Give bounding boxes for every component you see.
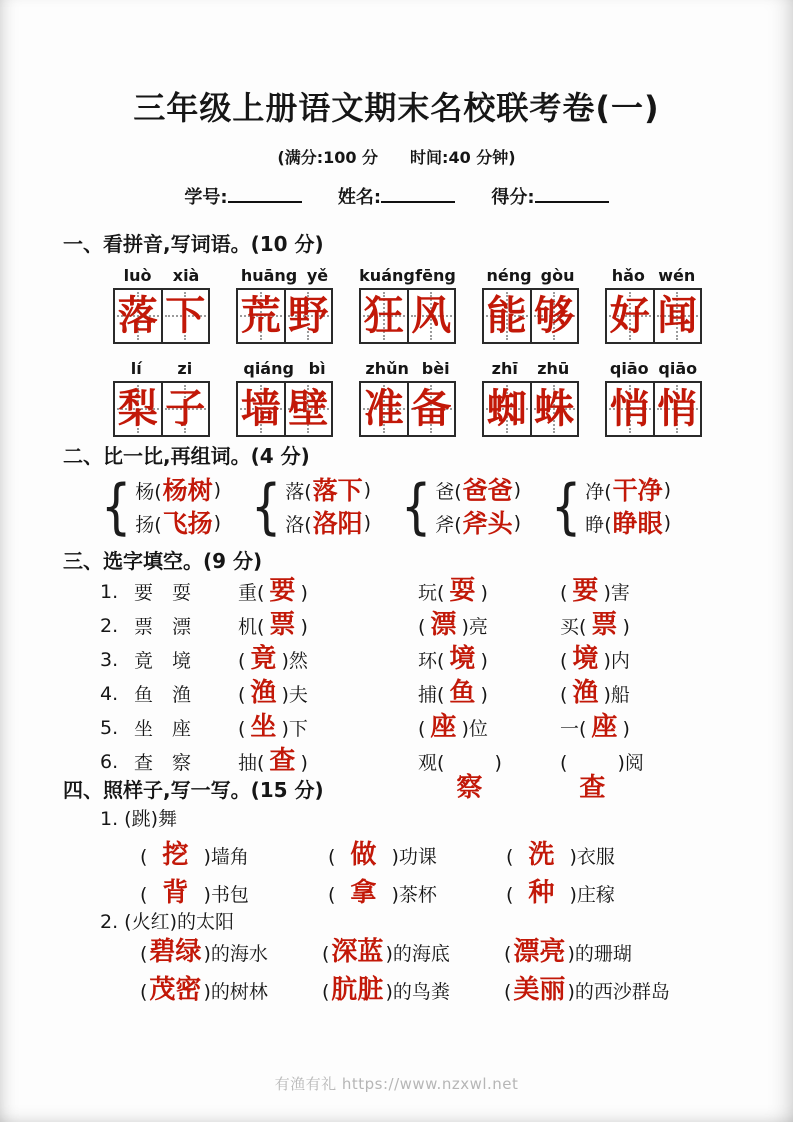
tianzige-grid xyxy=(359,381,456,437)
close-paren: ) xyxy=(513,479,522,502)
answer-character: 闻 xyxy=(657,292,698,339)
tianzige-cell xyxy=(115,290,161,342)
answer-text: 竟 xyxy=(250,644,277,675)
tianzige-grid xyxy=(236,381,333,437)
pinyin-label xyxy=(359,263,456,285)
close-paren: ) xyxy=(663,512,672,535)
cell-text: ) xyxy=(494,752,502,775)
answer-text: 座 xyxy=(430,712,457,743)
score-blank xyxy=(535,195,609,203)
answer-text: 深蓝 xyxy=(331,937,384,968)
answer-character: 准 xyxy=(363,385,404,432)
choice-characters: 票 漂 xyxy=(134,616,192,639)
answer-character: 狂 xyxy=(363,292,404,339)
pinyin-syllable: wén xyxy=(658,265,696,285)
tianzige-cell xyxy=(530,383,578,435)
answer-text: 肮脏 xyxy=(331,975,384,1006)
answer-character: 子 xyxy=(165,385,206,432)
word-box xyxy=(236,356,333,437)
word-box xyxy=(113,356,210,437)
answer-item xyxy=(504,977,670,1004)
pinyin-syllable: qiāo xyxy=(609,358,649,378)
word-form-line xyxy=(285,507,371,540)
answer-item xyxy=(322,939,504,966)
student-id-blank xyxy=(228,195,302,203)
word-box xyxy=(482,356,579,437)
answer-character: 梨 xyxy=(117,385,158,432)
cell-text: )然 xyxy=(281,650,308,673)
close-paren: ) xyxy=(213,512,222,535)
fill-blank-row xyxy=(100,575,793,609)
cell-text: ( xyxy=(418,616,426,639)
close-paren: ) xyxy=(663,479,672,502)
word-box xyxy=(359,356,456,437)
tianzige-cell xyxy=(238,290,284,342)
row-number: 4. xyxy=(100,682,119,705)
answer-cell xyxy=(238,646,418,673)
answer-character: 蜘 xyxy=(486,385,527,432)
tianzige-cell xyxy=(407,383,455,435)
section-1-heading: 一、看拼音,写词语。(10 分) xyxy=(63,231,324,256)
word-form-line xyxy=(135,474,221,507)
pinyin-label xyxy=(113,356,210,378)
base-char: 睁( xyxy=(585,513,612,536)
compare-group xyxy=(397,471,547,542)
cell-text: ) xyxy=(300,616,308,639)
cell-text: ) xyxy=(300,752,308,775)
pinyin-syllable: qiáng xyxy=(243,358,294,378)
base-char: 斧( xyxy=(435,513,462,536)
answer-character: 能 xyxy=(486,292,527,339)
word-form-line xyxy=(285,474,371,507)
brace-glyph: { xyxy=(250,471,282,542)
compare-group xyxy=(547,471,672,542)
choice-characters: 竟 境 xyxy=(134,650,192,673)
verb-phrase-row xyxy=(140,875,793,913)
fill-blank-row xyxy=(100,677,793,711)
cell-text: ) xyxy=(480,650,488,673)
answer-text: 拿 xyxy=(350,878,377,909)
phrase-text: )庄稼 xyxy=(569,884,615,907)
answer-text: 渔 xyxy=(250,678,277,709)
phrase-text: )衣服 xyxy=(569,846,615,869)
tianzige-grid xyxy=(605,288,702,344)
tianzige-cell xyxy=(115,383,161,435)
answer-word: 飞扬 xyxy=(162,508,213,538)
pinyin-syllable: bèi xyxy=(421,358,450,378)
cell-text: )位 xyxy=(461,718,488,741)
section-4-heading: 四、照样子,写一写。(15 分) xyxy=(63,777,324,802)
answer-cell xyxy=(560,578,630,605)
tianzige-grid xyxy=(482,381,579,437)
answer-character: 悄 xyxy=(609,385,650,432)
exam-score-time: (满分:100 分 时间:40 分钟) xyxy=(277,147,516,167)
cell-text: ( xyxy=(560,650,568,673)
cell-text: 一( xyxy=(560,718,587,741)
cell-text: ( xyxy=(238,684,246,707)
brace-glyph: { xyxy=(400,471,432,542)
answer-text: 挖 xyxy=(162,840,189,871)
cell-text: ( xyxy=(238,718,246,741)
answer-character: 壁 xyxy=(288,385,329,432)
close-paren: ) xyxy=(363,479,372,502)
compare-group xyxy=(247,471,397,542)
answer-text: 美丽 xyxy=(513,975,566,1006)
open-paren: ( xyxy=(140,884,148,907)
open-paren: ( xyxy=(506,846,514,869)
pinyin-label xyxy=(359,356,456,378)
base-char: 杨( xyxy=(135,480,162,503)
answer-character: 悄 xyxy=(657,385,698,432)
score-label: 得分: xyxy=(491,186,535,208)
tianzige-cell xyxy=(361,383,407,435)
choice-characters: 坐 座 xyxy=(134,718,192,741)
word-box xyxy=(113,263,210,344)
compare-group xyxy=(97,471,247,542)
answer-text: 查 xyxy=(269,746,296,777)
example-adjective-phrase: 2. (火红)的太阳 xyxy=(100,910,234,933)
answer-character: 好 xyxy=(609,292,650,339)
cell-text: 观( xyxy=(418,752,445,775)
phrase-text: )功课 xyxy=(391,846,437,869)
open-paren: ( xyxy=(140,943,148,966)
pinyin-syllable: néng xyxy=(486,265,532,285)
cell-text: 抽( xyxy=(238,752,265,775)
cell-text: 买( xyxy=(560,616,587,639)
cell-text: 环( xyxy=(418,650,445,673)
cell-text: ) xyxy=(480,582,488,605)
phrase-text: )墙角 xyxy=(203,846,249,869)
phrase-text: )茶杯 xyxy=(391,884,437,907)
cell-text: ) xyxy=(622,616,630,639)
open-paren: ( xyxy=(140,846,148,869)
answer-cell xyxy=(418,748,560,804)
cell-text: ) xyxy=(300,582,308,605)
pinyin-label xyxy=(605,356,702,378)
answer-cell xyxy=(560,680,630,707)
cell-text: 玩( xyxy=(418,582,445,605)
tianzige-cell xyxy=(484,383,530,435)
answer-text: 耍 xyxy=(449,576,476,607)
answer-cell xyxy=(418,646,560,673)
answer-item xyxy=(506,842,615,869)
cell-text: ( xyxy=(560,752,568,775)
exam-title: 三年级上册语文期末名校联考卷(一) xyxy=(133,89,660,127)
word-box xyxy=(482,263,579,344)
base-char: 落( xyxy=(285,480,312,503)
answer-item xyxy=(328,842,506,869)
cell-text: )内 xyxy=(603,650,630,673)
open-paren: ( xyxy=(328,884,336,907)
open-paren: ( xyxy=(504,943,512,966)
answer-text: 境 xyxy=(572,644,599,675)
tianzige-cell xyxy=(484,290,530,342)
pinyin-syllable: bì xyxy=(308,358,326,378)
tianzige-grid xyxy=(482,288,579,344)
pinyin-syllable: zhī xyxy=(491,358,518,378)
pinyin-syllable: lí xyxy=(130,358,142,378)
answer-cell xyxy=(418,578,560,605)
answer-text-below-line: 察 xyxy=(456,773,483,804)
answer-cell xyxy=(560,612,630,639)
score-field xyxy=(491,187,608,208)
answer-text: 背 xyxy=(162,878,189,909)
phrase-text: )的海底 xyxy=(385,943,450,966)
close-paren: ) xyxy=(213,479,222,502)
answer-character: 够 xyxy=(534,292,575,339)
answer-character: 野 xyxy=(288,292,329,339)
tianzige-grid xyxy=(359,288,456,344)
student-name-field xyxy=(338,187,455,208)
tianzige-cell xyxy=(653,290,701,342)
brace-glyph: { xyxy=(550,471,582,542)
answer-cell xyxy=(560,748,644,804)
pinyin-label xyxy=(482,356,579,378)
pinyin-syllable: zhū xyxy=(537,358,570,378)
answer-cell xyxy=(418,612,560,639)
answer-item xyxy=(140,842,328,869)
pinyin-syllable: kuáng xyxy=(359,265,415,285)
pinyin-syllable: hǎo xyxy=(611,265,645,285)
pinyin-syllable: huāng xyxy=(240,265,298,285)
answer-text: 茂密 xyxy=(149,975,202,1006)
answer-character: 墙 xyxy=(240,385,281,432)
tianzige-cell xyxy=(407,290,455,342)
answer-character: 风 xyxy=(411,292,452,339)
answer-character: 荒 xyxy=(240,292,281,339)
row-number: 1. xyxy=(100,580,119,603)
student-name-blank xyxy=(381,195,455,203)
word-form-line xyxy=(435,474,521,507)
pinyin-syllable: zhǔn xyxy=(365,358,409,378)
cell-text: ( xyxy=(418,718,426,741)
answer-character: 蛛 xyxy=(534,385,575,432)
pinyin-label xyxy=(113,263,210,285)
cell-text: )阅 xyxy=(617,752,644,775)
tianzige-cell xyxy=(284,290,332,342)
open-paren: ( xyxy=(504,981,512,1004)
verb-phrase-row xyxy=(140,837,793,875)
answer-text: 漂 xyxy=(430,610,457,641)
base-char: 净( xyxy=(585,480,612,503)
cell-text: ( xyxy=(560,582,568,605)
answer-text: 漂亮 xyxy=(513,937,566,968)
section-2-heading: 二、比一比,再组词。(4 分) xyxy=(63,443,310,468)
pinyin-syllable: gòu xyxy=(540,265,575,285)
brace-glyph: { xyxy=(100,471,132,542)
choice-characters: 鱼 渔 xyxy=(134,684,192,707)
cell-text: )船 xyxy=(603,684,630,707)
cell-text: 重( xyxy=(238,582,265,605)
answer-word: 干净 xyxy=(612,475,663,505)
cell-text: ) xyxy=(622,718,630,741)
fill-blank-row xyxy=(100,609,793,643)
pinyin-label xyxy=(236,263,333,285)
answer-word: 落下 xyxy=(312,475,363,505)
open-paren: ( xyxy=(322,981,330,1004)
cell-text: )害 xyxy=(603,582,630,605)
cell-text: ( xyxy=(238,650,246,673)
phrase-text: )的海水 xyxy=(203,943,268,966)
fill-blank-row xyxy=(100,643,793,677)
pinyin-label xyxy=(236,356,333,378)
word-form-line xyxy=(585,507,671,540)
word-box xyxy=(605,263,702,344)
open-paren: ( xyxy=(322,943,330,966)
close-paren: ) xyxy=(513,512,522,535)
answer-cell xyxy=(418,714,560,741)
answer-text: 碧绿 xyxy=(149,937,202,968)
tianzige-cell xyxy=(653,383,701,435)
tianzige-cell xyxy=(284,383,332,435)
pinyin-word-row-2 xyxy=(113,356,793,437)
row-number: 3. xyxy=(100,648,119,671)
section-3-heading: 三、选字填空。(9 分) xyxy=(63,548,263,573)
answer-text: 票 xyxy=(269,610,296,641)
tianzige-cell xyxy=(530,290,578,342)
student-name-label: 姓名: xyxy=(337,186,382,208)
cell-text: ) xyxy=(480,684,488,707)
answer-item xyxy=(140,880,328,907)
phrase-text: )的珊瑚 xyxy=(567,943,632,966)
cell-text: 捕( xyxy=(418,684,445,707)
answer-character: 备 xyxy=(411,385,452,432)
answer-text: 鱼 xyxy=(449,678,476,709)
open-paren: ( xyxy=(506,884,514,907)
answer-cell xyxy=(238,612,418,639)
word-box xyxy=(359,263,456,344)
cell-text: )下 xyxy=(281,718,308,741)
tianzige-cell xyxy=(607,383,653,435)
answer-cell xyxy=(560,646,630,673)
answer-text-below-line: 查 xyxy=(579,773,606,804)
tianzige-grid xyxy=(605,381,702,437)
tianzige-grid xyxy=(113,288,210,344)
tianzige-cell xyxy=(361,290,407,342)
watermark-footer: 有渔有礼 https://www.nzxwl.net xyxy=(274,1075,519,1093)
word-box xyxy=(605,356,702,437)
pinyin-label xyxy=(482,263,579,285)
pinyin-label xyxy=(605,263,702,285)
answer-text: 要 xyxy=(572,576,599,607)
answer-character: 落 xyxy=(117,292,158,339)
student-id-field xyxy=(184,187,301,208)
student-id-label: 学号: xyxy=(184,186,228,208)
open-paren: ( xyxy=(140,981,148,1004)
answer-cell xyxy=(238,714,418,741)
pinyin-word-row-1 xyxy=(113,263,793,344)
word-form-line xyxy=(135,507,221,540)
row-number: 5. xyxy=(100,716,119,739)
answer-word: 爸爸 xyxy=(462,475,513,505)
answer-text: 种 xyxy=(528,878,555,909)
pinyin-syllable: xià xyxy=(172,265,200,285)
tianzige-cell xyxy=(238,383,284,435)
phrase-text: )的西沙群岛 xyxy=(567,981,670,1004)
answer-item xyxy=(322,977,504,1004)
tianzige-cell xyxy=(607,290,653,342)
row-number: 2. xyxy=(100,614,119,637)
answer-cell xyxy=(560,714,630,741)
answer-text: 要 xyxy=(269,576,296,607)
phrase-text: )的树林 xyxy=(203,981,268,1004)
phrase-text: )的鸟粪 xyxy=(385,981,450,1004)
word-box xyxy=(236,263,333,344)
answer-cell xyxy=(238,680,418,707)
pinyin-syllable: qiāo xyxy=(658,358,698,378)
answer-text: 渔 xyxy=(572,678,599,709)
answer-text: 座 xyxy=(591,712,618,743)
adjective-phrase-row xyxy=(140,972,793,1010)
base-char: 洛( xyxy=(285,513,312,536)
word-form-line xyxy=(435,507,521,540)
cell-text: )亮 xyxy=(461,616,488,639)
pinyin-syllable: luò xyxy=(123,265,152,285)
answer-word: 睁眼 xyxy=(612,508,663,538)
answer-text: 洗 xyxy=(528,840,555,871)
answer-item xyxy=(328,880,506,907)
answer-character: 下 xyxy=(165,292,206,339)
tianzige-grid xyxy=(113,381,210,437)
answer-item xyxy=(506,880,615,907)
example-verb-phrase: 1. (跳)舞 xyxy=(100,807,177,830)
answer-item xyxy=(140,939,322,966)
choice-characters: 查 察 xyxy=(134,752,192,775)
adjective-phrase-row xyxy=(140,934,793,972)
open-paren: ( xyxy=(328,846,336,869)
base-char: 爸( xyxy=(435,480,462,503)
answer-word: 洛阳 xyxy=(312,508,363,538)
answer-item xyxy=(504,939,632,966)
answer-cell xyxy=(238,578,418,605)
answer-text: 坐 xyxy=(250,712,277,743)
student-info-row xyxy=(0,183,793,209)
tianzige-grid xyxy=(236,288,333,344)
tianzige-cell xyxy=(161,383,209,435)
word-form-line xyxy=(585,474,671,507)
answer-cell xyxy=(418,680,560,707)
answer-text: 票 xyxy=(591,610,618,641)
answer-item xyxy=(140,977,322,1004)
cell-text: )夫 xyxy=(281,684,308,707)
answer-text: 做 xyxy=(350,840,377,871)
tianzige-cell xyxy=(161,290,209,342)
phrase-text: )书包 xyxy=(203,884,249,907)
fill-blank-row xyxy=(100,711,793,745)
answer-word: 斧头 xyxy=(462,508,513,538)
close-paren: ) xyxy=(363,512,372,535)
answer-cell xyxy=(238,748,418,775)
cell-text: ( xyxy=(560,684,568,707)
answer-word: 杨树 xyxy=(162,475,213,505)
compare-groups-row xyxy=(97,471,793,542)
pinyin-syllable: zi xyxy=(177,358,193,378)
pinyin-syllable: yě xyxy=(306,265,329,285)
choice-characters: 要 耍 xyxy=(134,582,192,605)
answer-text: 境 xyxy=(449,644,476,675)
row-number: 6. xyxy=(100,750,119,773)
base-char: 扬( xyxy=(135,513,162,536)
cell-text: 机( xyxy=(238,616,265,639)
pinyin-syllable: fēng xyxy=(415,265,456,285)
